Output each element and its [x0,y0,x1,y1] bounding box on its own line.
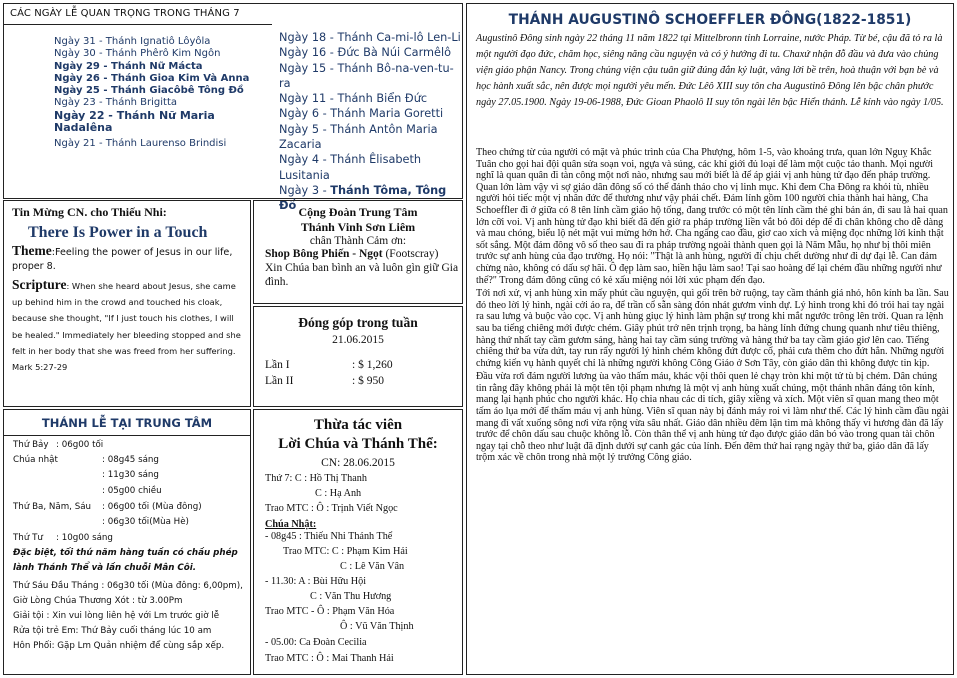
mass-schedule-divider [4,435,250,436]
minister-line: Trao MTC : Ô : Trịnh Viết Ngọc [265,503,398,514]
baptism-note: Rửa tội trẻ Em: Thứ Bảy cuối tháng lúc 10 am [13,626,212,636]
feast-list-left [54,36,269,151]
minister-line: Ô : Vũ Văn Thịnh [340,621,414,632]
feast-days-title: CÁC NGÀY LỄ QUAN TRỌNG TRONG THÁNG 7 [10,8,240,19]
ministers-subtitle: Lời Chúa và Thánh Thể: [278,436,438,452]
mass-label: Thứ Ba, Năm, Sáu [13,502,92,512]
saint-article [466,3,954,675]
mass-time: : 11g30 sáng [102,470,159,480]
kids-gospel-title: There Is Power in a Touch [28,224,208,241]
mass-time: : 08g45 sáng [102,455,159,465]
kids-gospel-box [3,200,251,407]
mass-time: : 05g00 chiều [102,486,162,496]
marriage-note: Hôn Phối: Gặp Lm Quản nhiệm để cùng sắp xếp. [13,641,225,651]
donation-value: : $ 1,260 [352,359,393,371]
feast-list-right [279,30,464,214]
donation-label: Lần II [265,375,294,387]
community-parish: Thánh Vinh Sơn Liêm [300,220,416,234]
kids-scripture [12,277,244,375]
mass-schedule-title: THÁNH LỄ TẠI TRUNG TÂM [41,416,213,430]
minister-line: - 05.00: Ca Đoàn Cecilia [265,637,367,648]
mass-time: : 10g00 sáng [56,533,113,543]
mass-time: : 06g30 tối(Mùa Hè) [102,517,189,527]
feast-item: Ngày 16 - Đức Bà Núi Carmêlô [279,46,452,60]
minister-line: - 11.30: A : Bùi Hữu Hội [265,576,367,587]
feast-item: Ngày 5 - Thánh Antôn Maria Zacaria [279,122,438,152]
community-shop [254,247,462,261]
article-intro: Augustinô Đông sinh ngày 22 tháng 11 năm 1822 tại Mittelbronn tỉnh Lorraine, nước Pháp. Từ bé, cậu đã tỏ ra là một người đạo đức, chăm học, siêng năng cầu nguyện và có ý hướng đi tu. Chaxứ nhận đỗ đầu và đưa vào chủng viện giáo phận Nancy. Trong chủng viện cậu tuân giữ đúng đắn kỷ luật, vâng lời bề trên, hoà thuận với bạn bè và học hành xuất sắc, nên được mọi người yêu mến. Đức Lêô XIII suy tôn cha Augustinô Đông lên bậc chân phước ngày 27.05.1900. Ngày 19-06-1988, Đức Gioan Phaolô II suy tôn ngài lên bậc Hiển thánh. Lễ kính vào ngày 1/05. [476,33,944,108]
community-blessing: Xin Chúa ban bình an và luôn gìn giữ Gia đình. [265,262,459,288]
ministers-title: Thừa tác viên [313,417,403,433]
mass-label: Chúa nhật [13,455,58,465]
scripture-label: Scripture [12,277,67,292]
minister-line: Thứ 7: C : Hồ Thị Thanh [265,473,367,484]
mass-label: Thứ Tư [13,533,43,543]
feast-item: Ngày 29 - Thánh Nữ Mácta [54,60,203,72]
community-thanks-box [253,200,463,304]
minister-line: Trao MTC: C : Phạm Kim Hải [283,546,408,557]
feast-item: Ngày 21 - Thánh Laurenso Brindisi [54,138,227,150]
mass-time: : 06g00 tối [56,440,104,450]
minister-line: C : Lê Văn Vân [340,561,405,572]
article-body [476,147,950,466]
minister-line: C : Hạ Anh [315,488,362,499]
feast-item: Ngày 11 - Thánh Biển Đức [279,92,428,106]
scripture-text: : When she heard about Jesus, she came up behind him in the crowd and touched his cloak, because she thought, "If I just touch his clothes, I will be healed." Immediately her bleeding stopped and she felt in her body that she was freed from her suffering. Mark 5:27-29 [12,281,241,373]
feast-item: Ngày 4 - Thánh Êlisabeth Lusitania [279,153,422,182]
minister-line: Chúa Nhật: [265,519,317,530]
shop-name: Shop Bông Phiến - Ngọt [265,248,383,260]
minister-line: - 08g45 : Thiếu Nhi Thánh Thể [265,531,393,542]
donation-value: : $ 950 [352,375,384,387]
first-friday-note: Thứ Sáu Đầu Tháng : 06g30 tối (Mùa đông: 6,00pm), Giờ Lòng Chúa Thương Xót : từ 3.00Pm [13,581,243,607]
theme-text: :Feeling the power of Jesus in our life, proper 8. [12,247,233,272]
feast-item: Ngày 22 - Thánh Nữ Maria Nadalêna [54,108,215,135]
mass-label: Thứ Bảy [13,440,49,450]
ministers-box [253,409,463,675]
mass-time: : 06g00 tối (Mùa đông) [102,502,202,512]
article-title: THÁNH AUGUSTINÔ SCHOEFFLER ĐÔNG(1822-1851) [508,12,912,28]
kids-theme [12,244,244,274]
feast-days-divider [4,24,272,25]
mass-schedule-box [3,409,251,675]
confession-note: Giải tội : Xin vui lòng liên hệ với Lm trước giờ lễ [13,611,220,621]
ministers-date: CN: 28.06.2015 [321,457,395,469]
theme-label: Theme [12,243,52,258]
feast-item: Ngày 30 - Thánh Phêrô Kim Ngôn [54,48,221,60]
donations-title: Đóng góp trong tuần [298,315,418,330]
feast-item: Ngày 15 - Thánh Bô-na-ven-tu-ra [279,61,454,90]
donations-date: 21.06.2015 [332,334,384,346]
minister-line: Trao MTC : Ô : Mai Thanh Hải [265,653,394,664]
adoration-note: Đặc biệt, tối thứ năm hàng tuần có chầu phép lành Thánh Thể và lần chuỗi Mân Côi. [13,548,238,574]
feast-item: Ngày 23 - Thánh Brigitta [54,97,178,109]
kids-gospel-heading: Tin Mừng CN. cho Thiếu Nhi: [12,205,167,219]
community-thanks: chân Thành Cảm ơn: [309,235,407,247]
article-paragraph: Đầu vừa rơi đám người lương ùa vào thấm máu, khác vội thôi quen lẻ chạy tròn khi một tử tù bị chém. Dân chúng tin rằng đây không phải là một tên tội phạm nhưng là một vị anh hùng xuất chúng, một thánh nhân đáng tôn kính, mang lại hạnh phúc cho người khác. Họ chia nhau các di tích, giây xiềng và xích. Một viên sĩ quan mang theo một tấm áo lụa mới để thấm máu vị anh hùng. Viên sĩ quan này bị đánh máy roi vì làm như thế. Các lý hình cầm đầu ngài mang đi vất xuống sông nơi vừa rộng vừa sâu nhất. Giáo dân nhiều đêm lặn tìm mà không thấy vì hương đàn đã lấy trước để chôn dấu sau chuộc không lỗ. Còn thân thể vị anh hùng tử đạo được giáo dân bó vào trong quan tài chôn ngay tại chỗ theo như luật đã định dưới sự canh gác của lính. Đến đêm thứ hai rạng ngày thứ ba, giáo dân đã lấy trộm xác về chôn trong nhà một lý trưởng Công giáo. [476,371,949,464]
article-paragraph: Theo chứng từ của người có mặt và phúc trình của Cha Phượng, hôm 1-5, vào khoảng trưa, quan lớn Nguỵ Khắc Tuân cho gọi hai đội quân sửa soạn voi, ngựa và súng, các khí giới đủ loại để làm một cuộc tảo thanh. Mọi người nghĩ là quan quân đi tàn công một nơi nào, nhưng sau mới biết là để áp giải vị anh hùng tử đạo đến pháp trường. Quan lớn làm vậy vì sợ giáo dân đông số có thể đánh tháo cho vị linh mục. Khi đem Cha Đông ra khỏi tù, nhiều người hỏi tiếc một vị nhân đức để thương như vậy phải chết. Đám lính gồm 100 người chia thành hai hàng, Cha Schoeffler đi ở giữa có 8 tên lính cầm giáo hộ tống, đang trước có một tên lính cầm thẻ ghi bản án, đi sau là hai quan lớn cỡi voi. Vị anh hùng tử đạo khi biết đã đến giờ ra pháp trường liền vắt bỏ đôi dép để đi chân không cho dễ dàng và mau chóng, biểu lộ nét mặt vui mừng hớn hở. Cha ngẩng cao đầu, giơ cao xích và miệng đọc những lời kinh thật sốt sắng. Một đám đông vô số theo sau đi ra pháp trường ngoài thành quen gọi là Năm Mẫu, họ như bị thôi miên trước sự anh hùng của đạo trường. Họ nói: "Thật là anh hùng, người đi chịu chết dường như đi dự đại lễ. Can đảm chừng nào, không có dấu sợ hãi. Ô đẹp làm sao, hiền hậu làm sao! Tại sao hoàng đế lại chém đầu những người như thế?" Trong đám đông cũng có kẻ xấu miệng nói lời xúc phạm đến đạo. [476,147,948,286]
donations-box [253,306,463,407]
article-paragraph: Tới nơi xử, vị anh hùng xin mấy phút cầu nguyện, quì gối trên bờ ruộng, tay cầm thánh giá nhỏ, hôn kính ba lần. Sau đó theo lời lý hình, ngài cởi áo ra, để trần cổ sẵn sàng đón nhát gươm vinh dự. Lý hình trong khi đó trói hai tay ngài ra sau lưng và buộc vào cọc. Vị anh hùng giục lý hình làm phận sự trong khi mắt ngước trông lên trời. Quan ra lệnh sau ba tiếng chiêng mới được chém. Giây phút trở nên trịnh trọng, ba hàng lính đứng chung quanh như tiêu thiêng, hàng thứ nhất tay cầm gươm sáng, hàng hai tay cầm súng trường và hàng thứ ba tay cầm giáo giơ lên cao. Tiếng chiêng thứ ba vừa dứt, tay run rẩy người lý hình chém không đứt được cổ, phải cưa thêm cho đứt hẳn. Những người chứng kiến vụ hành quyết chỉ là những người không Công Giáo ở Sơn Tây, còn giáo dân thì không được tin kịp. [476,288,949,369]
minister-line: C : Văn Thu Hương [310,591,392,602]
community-name: Cộng Đoàn Trung Tâm [298,205,418,219]
feast-item-bold: Thánh Tôma, Tông Đồ [279,183,447,213]
minister-line: Trao MTC - Ô : Phạm Văn Hóa [265,606,395,617]
feast-item: Ngày 31 - Thánh Ignatiô Lôyôla [54,36,211,47]
feast-item: Ngày 18 - Thánh Ca-mi-lô Len-Li [279,31,461,44]
feast-item: Ngày 26 - Thánh Gioa Kim Và Anna [54,72,250,84]
feast-item-date: Ngày 3 - [279,183,327,197]
shop-location: (Footscray) [385,248,439,260]
donation-label: Lần I [265,359,290,371]
feast-item: Ngày 25 - Thánh Giacôbê Tông Đồ [54,85,244,97]
feast-item: Ngày 6 - Thánh Maria Goretti [279,107,444,121]
